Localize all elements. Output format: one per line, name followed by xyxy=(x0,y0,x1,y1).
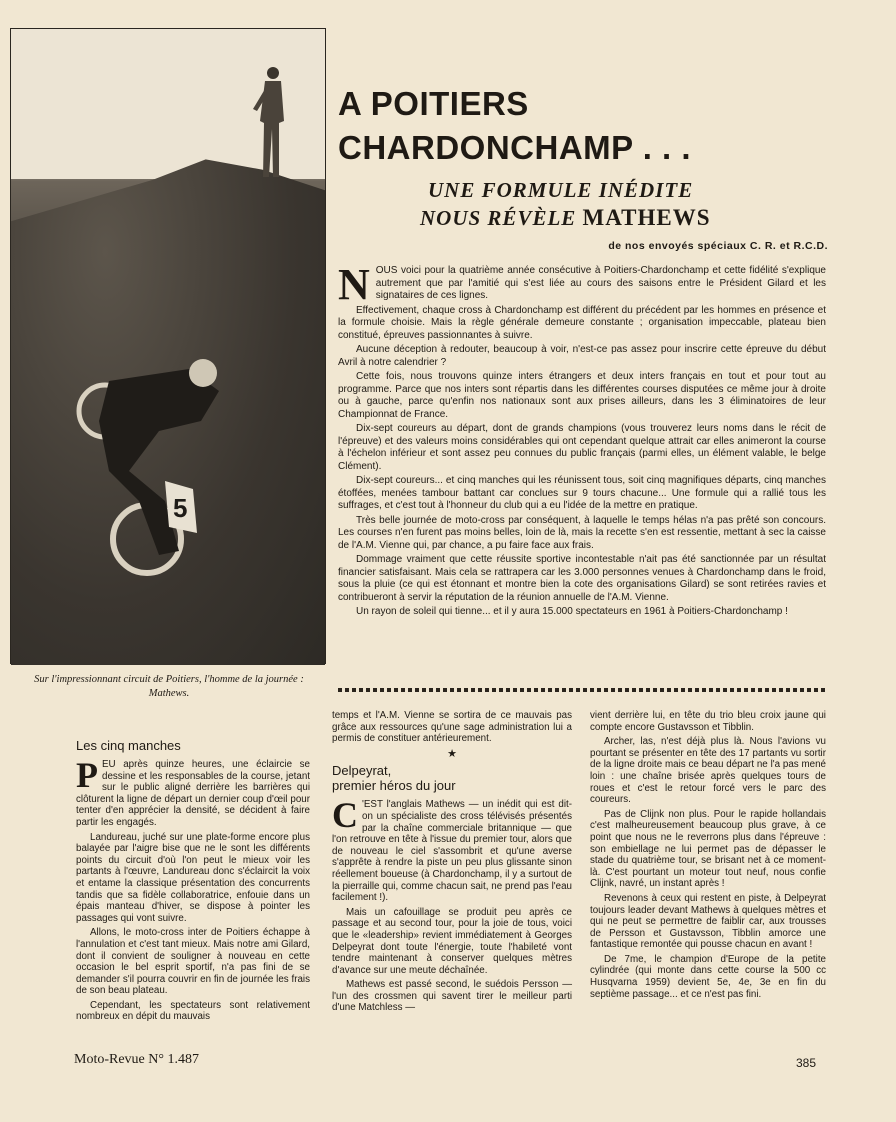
intro-paragraph: Dommage vraiment que cette réussite sportive incontestable n'ait pas été sanctionnée par un résultat financier satisfaisant. Mais cela se rattrapera car les 3.000 personnes venues à Chardonchamp dans le froid, sous la pluie (ce qui est étonnant et montre bien la cote des organisations Gilard) se sont retirées ravies et contribueront à servir la réputation de la réunion annuelle de l'A.M. Vienne. xyxy=(338,554,826,603)
photo-caption: Sur l'impressionnant circuit de Poitiers, l'homme de la journée : Mathews. xyxy=(34,674,304,699)
intro-paragraph: Effectivement, chaque cross à Chardonchamp est différent du précédent par les hommes en présence et la formule choisie. Mais la règle générale demeure constante ; organisation impeccable, plateau bien constitué, épreuves passionnantes à suivre. xyxy=(338,304,826,341)
article-subtitle xyxy=(420,177,880,232)
subtitle-name: MATHEWS xyxy=(582,205,711,230)
intro-paragraph: Aucune déception à redouter, beaucoup à voir, n'est-ce pas assez pour inscrire cette épreuve du début Avril à notre calendrier ? xyxy=(338,344,826,368)
column-paragraph: C 'EST l'anglais Mathews — un inédit qui est dit-on un spécialiste des cross télévisés présentés par la chaîne commerciale britannique — que l'on retrouve en tête à l'issue du premier tour, alors que de nouveau le ciel s'assombrit et qu'une averse s'apprête à rendre la piste un peu plus glissante sinon réellement boueuse (à Chardonchamp, il y a surtout de la pierraille qui, comme chacun sait, ne prend pas l'eau facilement !). xyxy=(332,795,572,904)
subtitle-prefix: NOUS RÉVÈLE xyxy=(420,206,577,230)
col1-dropcap: P xyxy=(76,755,98,795)
column-1 xyxy=(76,736,310,1026)
section-divider xyxy=(338,688,826,692)
byline: de nos envoyés spéciaux C. R. et R.C.D. xyxy=(608,240,828,252)
title-line-2: CHARDONCHAMP . . . xyxy=(338,129,692,166)
column-paragraph: Revenons à ceux qui restent en piste, à Delpeyrat toujours leader devant Mathews à quelques mètres et qui ne peut se permettre de faiblir car, aux trousses de Persson et Gustavsson, Tibblin amorce une fantastique remontée qui pousse chacun en avant ! xyxy=(590,892,826,951)
section-heading xyxy=(332,763,572,793)
column-paragraph: Allons, le moto-cross inter de Poitiers échappe à l'annulation et c'est tant mieux. Mais notre ami Gilard, dont il convient de souligner à nouveau en cette occasion le bel esprit sportif, n'a pas fini de se demander s'il pourra couvrir en fin de journée les frais de son beau plateau. xyxy=(76,927,310,997)
column-paragraph: PEU après quinze heures, une éclaircie se dessine et les responsables de la course, jetant sur le public aligné derrière les barrières qui clôturent la ligne de départ un dernier coup d'œil pour tenter d'en apprécier la densité, se décident à faire partir les engagés. xyxy=(76,755,310,828)
race-photo xyxy=(10,28,326,664)
column-paragraph: Archer, las, n'est déjà plus là. Nous l'avions vu pourtant se présenter en tête des 17 partants vu sortir de la ligne droite mais ce beau départ ne l'a pas mené loin : une chaîne brisée après quelques tours de roues et c'est le retour forcé vers le parc des coureurs. xyxy=(590,736,826,806)
intro-paragraph: Cette fois, nous trouvons quinze inters étrangers et deux inters français en tout et pour tout au programme. Parce que nos inters sont répartis dans les différentes courses disputées ce même jour à droite ou à gauche, parce qu'enfin nos nationaux sont aux prises ailleurs, dans les 3 éliminatoires de leur Championnat de France. xyxy=(338,371,826,420)
column-paragraph: Cependant, les spectateurs sont relativement nombreux en dépit du mauvais xyxy=(76,999,310,1023)
subtitle-line-2 xyxy=(420,204,880,232)
column-paragraph: Landureau, juché sur une plate-forme encore plus balayée par l'aigre bise que ne le sont les différents points du circuit d'où l'on peut le mieux voir les partants à l'œuvre, Landureau donc s'éclaircit la voix et entame la classique présentation des concurrents tandis que sa fidèle collaboratrice, enfouie dans un épais manteau d'hiver, se dispose à pointer les passages qui vont suivre. xyxy=(76,831,310,924)
heading-line-1: Delpeyrat, xyxy=(332,763,392,779)
title-line-1: A POITIERS xyxy=(338,85,529,122)
intro-paragraph: Un rayon de soleil qui tienne... et il y aura 15.000 spectateurs en 1961 à Poitiers-Chardonchamp ! xyxy=(356,606,788,617)
column-paragraph: vient derrière lui, en tête du trio bleu croix jaune qui compte encore Gustavsson et Tibblin. xyxy=(590,710,826,733)
page-number: 385 xyxy=(796,1056,817,1070)
spectator-figure xyxy=(251,65,291,181)
magazine-issue: Moto-Revue N° 1.487 xyxy=(74,1052,199,1067)
column-3 xyxy=(590,710,826,1003)
col2-dropcap: C xyxy=(332,795,358,836)
intro-text xyxy=(338,260,826,621)
column-2 xyxy=(332,710,572,1017)
column-paragraph: Mais un cafouillage se produit peu après ce passage et au second tour, pour la joie de tous, voici que le «leadership» revient immédiatement à Georges Delpeyrat dont toute l'énergie, toute l'habileté vont tendre maintenant à conserver quelques mètres d'avance sur une meute déchaînée. xyxy=(332,906,572,976)
article-title xyxy=(338,82,878,170)
column-paragraph: Mathews est passé second, le suédois Persson — l'un des crossmen qui savent tirer le meilleur parti d'une Matchless — xyxy=(332,979,572,1014)
intro-paragraph: Dix-sept coureurs au départ, dont de grands champions (vous trouverez leurs noms dans le récit de l'épreuve) et des valeurs moins considérables qui ont cependant quelque attrait car elles animeront la course à l'échelon inférieur et sont assez peu connues du public français (parmi elles, un élément valable, le belge Clément). xyxy=(338,423,826,472)
column-paragraph: temps et l'A.M. Vienne se sortira de ce mauvais pas grâce aux ressources qu'une sage administration lui a permis de constituer antérieurement. xyxy=(332,710,572,745)
section-heading: Les cinq manches xyxy=(76,738,181,753)
intro-paragraph: Très belle journée de moto-cross par conséquent, à laquelle le temps hélas n'a pas prêté son concours. Les courses n'en furent pas moins belles, loin de là, mais la recette s'en est ressentie, mettant à sec la caisse de l'A.M. Vienne qui, par chance, a pu faire face aux frais. xyxy=(338,514,826,551)
rider-figure xyxy=(69,351,219,581)
intro-paragraph: Dix-sept coureurs... et cinq manches qui les réunissent tous, soit cinq magnifiques départs, cinq manches étoffées, menées tambour battant car conclues sur 9 tours chacune... Une formule qui a rallié tous les suffrages, et c'est tout à l'honneur du club qui a eu l'idée de la mettre en pratique. xyxy=(338,475,826,511)
column-paragraph: Pas de Clijnk non plus. Pour le rapide hollandais c'est malheureusement beaucoup plus grave, à ce point que nous ne le reverrons plus dans l'épreuve : son embiellage ne lui permet pas de dépasser le stade du quatrième tour, se brisant net à ce moment-là. C'est pourtant un moteur tout neuf, nous confie Clijnk, navré, un instant après ! xyxy=(590,808,826,890)
star-separator: ★ xyxy=(447,747,457,760)
subtitle-line-1: UNE FORMULE INÉDITE xyxy=(428,178,694,202)
intro-dropcap: N xyxy=(338,260,370,309)
rider-number: 5 xyxy=(173,493,188,523)
column-paragraph: De 7me, le champion d'Europe de la petite cylindrée (qui monte dans cette course la 500 cc Husqvarna 1959) devient 5e, 4e, 3e en fin du septième passage... et ce n'est pas fini. xyxy=(590,953,826,1000)
intro-paragraph: NOUS voici pour la quatrième année consécutive à Poitiers-Chardonchamp et cette fidélité s'explique autrement que par l'amitié qui s'est liée au cours des saisons entre le Président Gilard et les signataires de ces lignes. xyxy=(338,260,826,309)
heading-line-2: premier héros du jour xyxy=(332,778,456,794)
